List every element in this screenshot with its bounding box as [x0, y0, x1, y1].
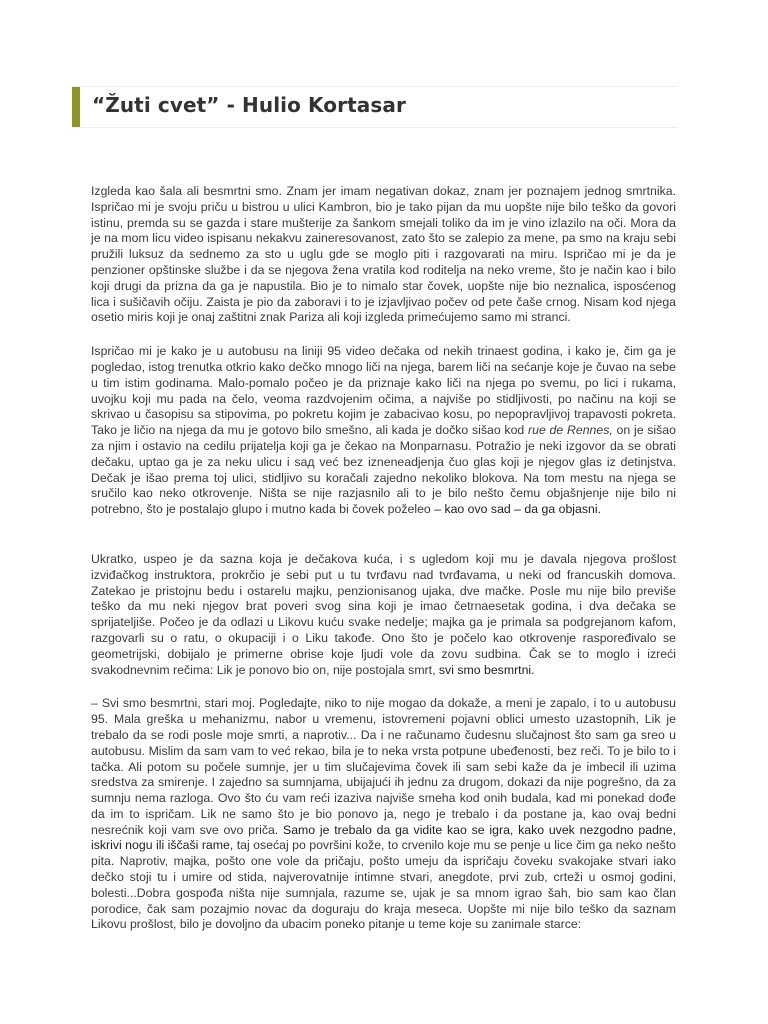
paragraph-text-dark: svi smo besmrtni.	[438, 662, 535, 677]
paragraph-text: Ispričao mi je kako je u autobusu na liniji 95 video dečaka od nekih trinaest godina, i kako je, čim ga je pogledao, istog trenutka otkrio kako dečko mnogo liči na njega, barem liči na sećanje koje je čuvao na sebe u tim istim godinama. Malo-pomalo počeo je da priznaje kako liči na njega po svemu, po lici i rukama, uvojku koji mu pada na čelo, veoma razdvojenim očima, a najviše po stidljivosti, po načinu na koji se skrivao u časopisu sa stipovima, po pokretu kojim je zabacivao kosu, po nepopravljivoj trapavosti pokreta. Tako je ličio na njega da mu je gotovo bilo smešno, ali kada je dočko sišao kod	[91, 344, 676, 438]
paragraph-3	[91, 552, 676, 678]
italic-street-name: rue de Rennes,	[528, 423, 613, 438]
paragraph-text: on je sišao za njim i ostavio na cedilu prijatelja koji ga je čekao na Monparnasu. Potražio je neki izgovor da se obrati dečaku, uptao ga je za neku ulicu i saд već bez izneneadjenja čuo glas koji je njegov glas iz detinjstva. Dečak je išao prema toj ulici, stidljivo su koračali zajedno nekoliko blokova. Na tom mestu na njega se sručilo kao neko otkrovenje. Ništa se nije razjasnilo ali to je bilo nešto čemu objašnjenje nije bilo ni potrebno, što je postalajo glupo i mutno kada bi čovek poželeo	[91, 423, 676, 517]
title-accent-bar	[72, 87, 80, 127]
paragraph-1	[91, 184, 676, 326]
document-body	[91, 184, 676, 933]
paragraph-text: taj osećaj po površini kože, to crvenilo koje mu se penje u lice čim ga neko nešto pita. Naprotiv, majka, pošto one vole da pričaju, pošto umeju da ispričaju čoveku svakojake stvari iako dečko stoji tu i umire od stida, najverovatnije intimne stvari, anegdote, prvi zub, crteži u osmoj godini, bolesti...Dobra gospođa ništa nije sumnjala, razume se, ujak je sa mnom igrao šah, bio sam kao član porodice, čak sam pozajmio novac da doguraju do kraja meseca. Uopšte mi nije bilo teško da saznam Likovu prošlost, bilo je dovoljno da ubacim poneko pitanje u teme koje su zanimale starce:	[91, 838, 676, 932]
paragraph-text: Ukratko, uspeo je da sazna koja je dečakova kuća, i s ugledom koji mu je davala njegova prošlost izviđačkog instruktora, prokrčio je sebi put u tu tvrđavu nad tvrđavama, u neki od francuskih domova. Zatekao je pristojnu bedu i ostarelu majku, penzionisanog ujaka, dve mačke. Posle mu nije bilo previše teško da mu neki njegov brat poveri svog sina koji je imao četrnaesetak godina, i dva dečaka se sprijateljiše. Počeo je da odlazi u Likovu kuću svake nedelje; majka ga je primala sa podgrejanom kafom, razgovarli su o ratu, o okupaciji i o Liku takođe. Ono što je počelo kao otkrovenje raspoređivalo se geometrijski, dobijalo je primerne obrise koje ljudi vole da zovu sudbina. Čak se to moglo i izreći svakodnevnim rečima: Lik je ponovo bio on, nije postojala smrt,	[91, 551, 676, 677]
paragraph-2	[91, 344, 676, 518]
paragraph-text: Izgleda kao šala ali besmrtni smo. Znam jer imam negativan dokaz, znam jer poznajem jednog smrtnika. Ispričao mi je svoju priču u bistrou u ulici Kambron, bio je tako pijan da mu uopšte nije bilo teško da govori istinu, premda su se gazda i stare mušterije za šankom smejali toliko da im je vino izlazilo na oči. Mora da je na mom licu video ispisanu nekakvu zaineresovanost, zato što se zalepio za mene, pa smo na kraju sebi pružili luksuz da sednemo za sto u uglu gde se moglo piti i razgovarati na miru. Ispričao mi je da je penzioner opštinske službe i da se njegova žena vratila kod roditelja na neko vreme, što je način kao i bilo koji drugi da prizna da ga je napustila. Bio je to nimalo star čovek, uopšte nije bio neznalica, isposćenog lica i sušičavih očiju. Zaista je pio da zaboravi i to je izjavljivao počev od pete čaše crnog. Nisam kod njega osetio miris koji je onaj zaštitni znak Pariza ali koji izgleda primećujemo samo mi stranci.	[91, 184, 676, 325]
paragraph-text-dark: – kao ovo sad – da ga objasni.	[434, 502, 602, 517]
paragraph-text-dark: Samo je trebalo da ga vidite kao se igra, kako uvek nezgodno padne, iskrivi nogu ili iščaši rame,	[91, 822, 677, 853]
title-bar	[72, 86, 678, 128]
paragraph-text: – Svi smo besmrtni, stari moj. Pogledajte, niko to nije mogao da dokaže, a meni je zapalo, i to u autobusu 95. Mala greška u mehanizmu, nabor u vremenu, istovremeni pojavni oblici umesto uzastopnih, Lik je trebalo da se rodi posle moje smrti, a naprotiv... Da i ne računamo čudesnu slučajnost što sam ga sreo u autobusu. Mislim da sam vam to već rekao, bila je to neka vrsta potpune ubeđenosti, bez reči. To je bilo to i tačka. Ali potom su počele sumnje, jer u tim slučajevima čovek ili sam sebi kaže da je imbecil ili uzima sredstva za smirenje. I zajedno sa sumnjama, ubijajući ih jednu za drugom, dokazi da nije pogrešno, da za sumnju nema razloga. Ovo što ću vam reći izaziva najviše smeha kod onih budala, kad mi ponekad dođe da im to ispričam. Lik ne samo što je bio ponovo ja, nego je trebalo i da postane ja, kao ovaj bedni nesrećnik koji vam sve ovo priča.	[91, 696, 676, 837]
paragraph-4	[91, 696, 676, 933]
document-title: “Žuti cvet” - Hulio Kortasar	[92, 93, 406, 117]
